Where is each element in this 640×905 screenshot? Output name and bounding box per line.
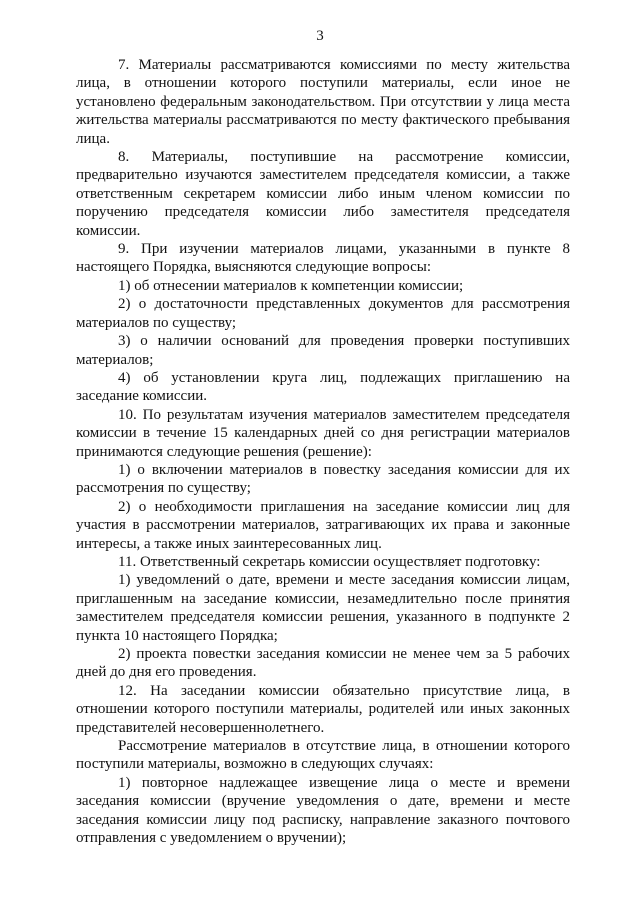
paragraph-11: 11. Ответственный секретарь комиссии осуществляет подготовку: <box>118 553 541 570</box>
page-number: 3 <box>316 28 324 44</box>
paragraph-12: 12. На заседании комиссии обязательно присутствие лица, в отношении которого поступили материалы, родителей или иных законных представителей несовершеннолетнего. <box>76 682 570 736</box>
paragraph-9-item-4: 4) об установлении круга лиц, подлежащих приглашению на заседание комиссии. <box>76 369 570 405</box>
paragraph-12-item-1: 1) повторное надлежащее извещение лица о месте и времени заседания комиссии (вручение уведомления о дате, времени и месте заседания комиссии лицу под расписку, направление заказного почтового отправления с уведомлением о вручении); <box>76 774 570 847</box>
paragraph-9-item-3: 3) о наличии оснований для проведения проверки поступивших материалов; <box>76 333 570 368</box>
paragraph-10-item-1: 1) о включении материалов в повестку заседания комиссии для их рассмотрения по существу; <box>76 461 570 497</box>
paragraph-8: 8. Материалы, поступившие на рассмотрение комиссии, предварительно изучаются заместителем председателя комиссии, а также ответственным секретарем комиссии либо иным членом комиссии по поручению председателя комиссии либо заместителя председателя комиссии. <box>76 149 570 239</box>
paragraph-9-item-1: 1) об отнесении материалов к компетенции комиссии; <box>118 277 464 294</box>
paragraph-12-absence: Рассмотрение материалов в отсутствие лица, в отношении которого поступили материалы, возможно в следующих случаях: <box>76 738 570 773</box>
paragraph-11-item-1: 1) уведомлений о дате, времени и месте заседания комиссии лицам, приглашенным на заседание комиссии, незамедлительно после принятия заместителем председателя комиссии решения, указанного в подпункте 2 пункта 10 настоящего Порядка; <box>76 572 570 644</box>
paragraph-10: 10. По результатам изучения материалов заместителем председателя комиссии в течение 15 календарных дней со дня регистрации материалов принимаются следующие решения (решение): <box>76 406 570 460</box>
paragraph-9-item-2: 2) о достаточности представленных документов для рассмотрения материалов по существу; <box>76 296 570 331</box>
paragraph-10-item-2: 2) о необходимости приглашения на заседание комиссии лиц для участия в рассмотрении материалов, затрагивающих их права и законные интересы, а также иных заинтересованных лиц. <box>76 498 570 552</box>
document-body <box>76 56 570 847</box>
paragraph-9: 9. При изучении материалов лицами, указанными в пункте 8 настоящего Порядка, выясняются следующие вопросы: <box>76 241 570 276</box>
paragraph-11-item-2: 2) проекта повестки заседания комиссии не менее чем за 5 рабочих дней до дня его проведения. <box>76 646 570 681</box>
paragraph-7: 7. Материалы рассматриваются комиссиями по месту жительства лица, в отношении которого поступили материалы, если иное не установлено федеральным законодательством. При отсутствии у лица места жительства материалы рассматриваются по месту фактического пребывания лица. <box>76 57 570 147</box>
